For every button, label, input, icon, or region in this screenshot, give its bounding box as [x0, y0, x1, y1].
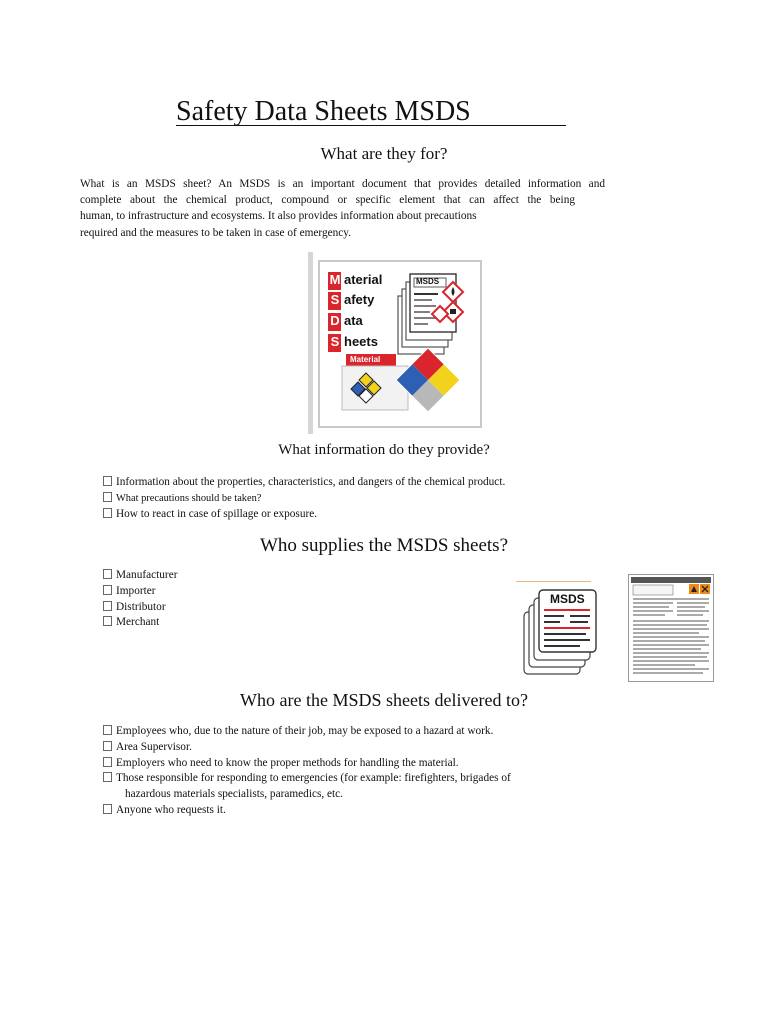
- list-item: Information about the properties, characteristics, and dangers of the chemical product.: [103, 475, 505, 491]
- bullet-box-icon: [103, 772, 112, 782]
- list-item: Employees who, due to the nature of their job, may be exposed to a hazard at work.: [103, 724, 511, 740]
- msds-hero-image: [318, 260, 482, 428]
- acrostic-word: ata: [344, 313, 363, 328]
- bullet-box-icon: [103, 757, 112, 767]
- list-item: Distributor: [103, 600, 177, 616]
- msds-stack-image: [520, 586, 600, 678]
- stack-label: MSDS: [550, 592, 585, 606]
- bullet-box-icon: [103, 508, 112, 518]
- msds-sample-sheet-image: [628, 574, 714, 682]
- list-item: Those responsible for responding to emergencies (for example: firefighters, brigades of: [103, 771, 511, 787]
- acrostic-word: aterial: [344, 272, 383, 287]
- bullet-box-icon: [103, 492, 112, 502]
- intro-paragraph: [80, 176, 605, 241]
- sheet-label: MSDS: [416, 277, 440, 286]
- image-side-shadow: [308, 252, 313, 434]
- list-item: Anyone who requests it.: [103, 803, 511, 819]
- image-accent-line: [516, 581, 591, 582]
- list-item: How to react in case of spillage or exposure.: [103, 507, 505, 523]
- information-list: [103, 475, 505, 522]
- intro-line: complete about the chemical product, compound or specific element that can affect the being: [80, 194, 575, 207]
- list-item: What precautions should be taken?: [103, 491, 505, 507]
- acrostic-letter: D: [330, 313, 340, 328]
- bullet-box-icon: [103, 585, 112, 595]
- bullet-box-icon: [103, 569, 112, 579]
- page-title: Safety Data Sheets MSDS: [176, 96, 471, 127]
- bullet-box-icon: [103, 804, 112, 814]
- list-item-continuation: hazardous materials specialists, paramedics, etc.: [125, 788, 344, 801]
- list-item: Employers who need to know the proper methods for handling the material.: [103, 756, 511, 772]
- acrostic-word: heets: [344, 334, 378, 349]
- list-item: Manufacturer: [103, 568, 177, 584]
- bullet-box-icon: [103, 616, 112, 626]
- section-heading-suppliers: Who supplies the MSDS sheets?: [259, 535, 509, 556]
- bullet-box-icon: [103, 476, 112, 486]
- title-underline: [176, 125, 566, 126]
- material-band-label: Material: [350, 355, 381, 364]
- bullet-box-icon: [103, 601, 112, 611]
- bullet-box-icon: [103, 741, 112, 751]
- intro-line: What is an MSDS sheet? An MSDS is an important document that provides detailed information and: [80, 178, 605, 190]
- list-item: Merchant: [103, 615, 177, 631]
- intro-line: human, to infrastructure and ecosystems. It also provides information about precautions: [80, 210, 477, 223]
- acrostic-letter: S: [330, 334, 340, 349]
- bullet-box-icon: [103, 725, 112, 735]
- section-heading-information: What information do they provide?: [278, 442, 490, 458]
- section-heading-recipients: Who are the MSDS sheets delivered to?: [240, 690, 528, 710]
- intro-line: required and the measures to be taken in case of emergency.: [80, 226, 352, 239]
- list-item: Importer: [103, 584, 177, 600]
- section-heading-purpose: What are they for?: [320, 144, 448, 163]
- list-item: Area Supervisor.: [103, 740, 511, 756]
- acrostic-word: afety: [344, 292, 375, 307]
- suppliers-list: [103, 568, 177, 631]
- acrostic-letter: S: [330, 292, 340, 307]
- acrostic-letter: M: [329, 272, 341, 287]
- recipients-list: [103, 724, 511, 819]
